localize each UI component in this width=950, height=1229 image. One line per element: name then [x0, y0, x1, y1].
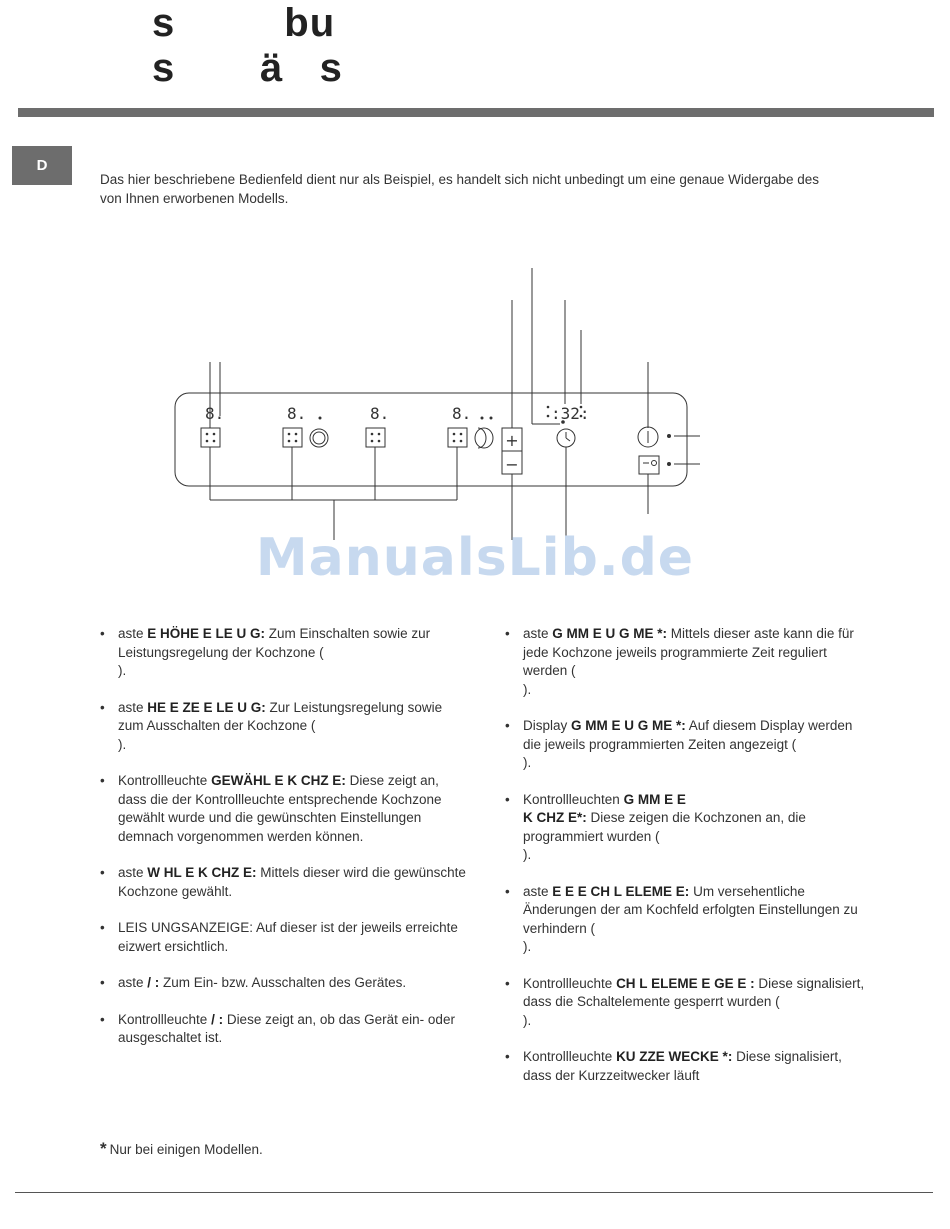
- header-rule: [18, 108, 934, 117]
- zone-indicator-led-4a: [481, 417, 484, 420]
- description-item: [505, 1048, 870, 1085]
- item-label: G MM E U G ME *:: [571, 718, 686, 733]
- item-text: Zur Leistungsregelung sowie zum Ausschalten der Kochzone ( ).: [118, 699, 443, 752]
- power-led: [667, 434, 671, 438]
- bullet-icon: •: [100, 975, 105, 990]
- bullet-icon: •: [505, 883, 510, 899]
- bullet-icon: •: [100, 773, 105, 788]
- item-label: E HÖHE E LE U G:: [147, 626, 266, 641]
- item-text: Zum Ein- bzw. Ausschalten des Gerätes.: [159, 975, 407, 990]
- item-label: G MM E E K CHZ E*:: [523, 791, 686, 825]
- power-display-1: 8.: [205, 404, 225, 423]
- item-prefix: aste: [118, 626, 148, 641]
- description-item: [100, 772, 470, 846]
- zone-select-button-4: [448, 428, 467, 447]
- lock-led: [667, 462, 671, 466]
- item-text: Mittels dieser aste kann die für jede Kochzone jeweils programmierte Zeit reguliert werden ( ).: [523, 626, 854, 697]
- item-prefix: aste: [118, 699, 148, 715]
- item-text: Auf diesem Display werden die jeweils programmierten Zeiten angezeigt ( ).: [523, 718, 853, 770]
- description-item: [100, 919, 470, 956]
- power-display-2: 8.: [287, 404, 307, 423]
- item-text: LEIS UNGSANZEIGE: Auf dieser ist der jeweils erreichte eizwert ersichtlich.: [118, 920, 458, 954]
- bullet-icon: •: [505, 718, 510, 733]
- item-prefix: aste: [523, 626, 553, 641]
- bullet-icon: •: [100, 920, 105, 935]
- item-text: Um versehentliche Änderungen der am Kochfeld erfolgten Einstellungen zu verhindern ( ).: [523, 883, 858, 954]
- item-prefix: Kontrollleuchte: [523, 975, 617, 991]
- right-description-list: [505, 625, 870, 1103]
- item-prefix: Kontrollleuchte: [118, 773, 212, 788]
- zone-indicator-led-2: [319, 417, 322, 420]
- item-text: Diese signalisiert, dass die Schaltelemente gesperrt wurden ( ).: [523, 975, 865, 1028]
- bullet-icon: •: [100, 626, 105, 641]
- item-prefix: aste: [118, 975, 148, 990]
- description-item: [100, 699, 470, 755]
- zone-select-button-1: [201, 428, 220, 447]
- language-tab: D: [12, 146, 72, 185]
- item-text: Mittels dieser wird die gewünschte Kochzone gewählt.: [118, 865, 466, 899]
- bullet-icon: •: [505, 975, 510, 991]
- item-prefix: Display: [523, 718, 572, 733]
- header-title-line2: s ä s: [152, 46, 343, 90]
- item-text: Diese zeigt an, dass die der Kontrollleuchte entsprechende Kochzone gewählt wurde und die gewünschten Einstellungen demnach vorgenommen werden können.: [118, 773, 442, 844]
- item-text: Zum Einschalten sowie zur Leistungsregelung der Kochzone ( ).: [118, 626, 431, 678]
- power-display-3: 8.: [370, 404, 390, 423]
- item-label: HE E ZE E LE U G:: [147, 699, 266, 715]
- bullet-icon: •: [505, 1049, 510, 1064]
- item-prefix: Kontrollleuchte: [523, 1049, 617, 1064]
- oval-zone-icon: [478, 428, 486, 448]
- bullet-icon: •: [100, 1011, 105, 1027]
- zone-select-button-2: [283, 428, 302, 447]
- item-prefix: aste: [523, 883, 553, 899]
- description-item: [505, 717, 870, 773]
- bullet-icon: •: [505, 791, 510, 807]
- watermark: ManualsLib.de: [255, 528, 695, 588]
- item-label: W HL E K CHZ E:: [147, 865, 257, 880]
- description-item: [505, 791, 870, 865]
- item-prefix: aste: [118, 865, 148, 880]
- bullet-icon: •: [100, 865, 105, 880]
- item-label: GEWÄHL E K CHZ E:: [211, 773, 346, 788]
- item-text: Diese zeigen die Kochzonen an, die programmiert wurden ( ).: [523, 810, 806, 862]
- panel-outline: [175, 393, 687, 486]
- zone-indicator-led-4b: [490, 417, 493, 420]
- plus-symbol: +: [505, 431, 519, 450]
- description-item: [100, 864, 470, 901]
- description-item: [505, 975, 870, 1031]
- zone-select-button-3: [366, 428, 385, 447]
- minus-symbol: −: [505, 455, 519, 474]
- footnote-text: Nur bei einigen Modellen.: [109, 1142, 263, 1157]
- item-label: CH L ELEME E GE E :: [616, 975, 755, 991]
- item-label: E E E CH L ELEME E:: [552, 883, 690, 899]
- description-item: [100, 625, 470, 681]
- control-panel-diagram: [0, 260, 950, 550]
- left-description-list: [100, 625, 470, 1066]
- power-display-4: 8.: [452, 404, 472, 423]
- footnote: [100, 1139, 263, 1159]
- description-item: [505, 883, 870, 957]
- footnote-asterisk: *: [100, 1139, 107, 1158]
- header-title-line1: s bu: [152, 1, 336, 45]
- item-text: Diese zeigt an, ob das Gerät ein- oder ausgeschaltet ist.: [118, 1011, 455, 1045]
- bullet-icon: •: [100, 699, 105, 715]
- item-text: Diese signalisiert, dass der Kurzzeitwecker läuft: [523, 1049, 842, 1083]
- description-item: [100, 1011, 470, 1048]
- item-prefix: Kontrollleuchten: [523, 791, 624, 807]
- item-label: / :: [211, 1011, 224, 1027]
- item-label: KU ZZE WECKE *:: [616, 1049, 733, 1064]
- footer-rule: [15, 1192, 933, 1193]
- item-label: G MM E U G ME *:: [552, 626, 668, 641]
- item-label: / :: [147, 975, 160, 990]
- item-prefix: Kontrollleuchte: [118, 1011, 212, 1027]
- bullet-icon: •: [505, 626, 510, 641]
- intro-text: Das hier beschriebene Bedienfeld dient nur als Beispiel, es handelt sich nicht unbedingt um eine genaue Widergabe des von Ihnen erworbenen Modells.: [100, 172, 819, 206]
- description-item: [100, 974, 470, 993]
- timer-display: :32:: [551, 404, 590, 423]
- description-item: [505, 625, 870, 699]
